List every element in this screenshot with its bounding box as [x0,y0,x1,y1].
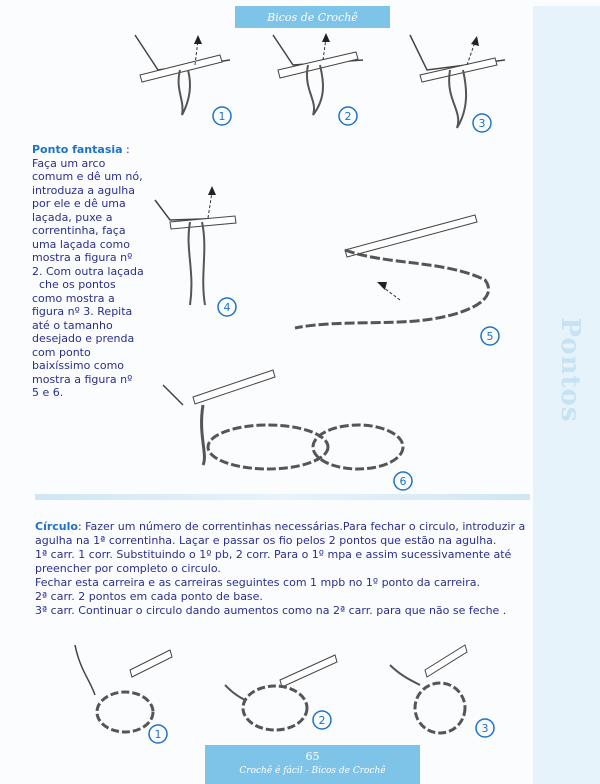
circulo-lines [35,548,527,618]
figure-2-illustration [268,30,368,130]
ponto-fantasia-line: che os pontos [32,278,116,291]
circulo-text [35,520,527,618]
ponto-fantasia-line: com ponto [32,345,91,359]
ponto-fantasia-line: até o tamanho [32,318,113,332]
ponto-fantasia-line: introduza a agulha [32,183,136,197]
circle-figure-1-illustration [70,640,180,750]
circulo-intro: : Fazer um número de correntinhas necessárias.Para fechar o circulo, introduzir a agulha na 1ª correntinha. Laçar e passar os fio pelos 2 pontos que estão na agulha. [35,520,526,547]
circulo-line: 1ª carr. 1 corr. Substituindo o 1º pb, 2 corr. Para o 1º mpa e assim sucessivamente até preencher por completo o circulo. [35,548,512,575]
ponto-fantasia-line: baixíssimo como [32,359,125,372]
fig-top-num-3: 3 [478,117,486,130]
ponto-fantasia-line: correntinha, faça [32,224,126,237]
ponto-fantasia-line: 5 e 6. [32,386,64,399]
circulo-line: 2ª carr. 2 pontos em cada ponto de base. [35,590,263,603]
side-label: Pontos [555,317,585,423]
ponto-fantasia-line: mostra a figura nº [32,251,133,264]
fig-top-num-5: 5 [486,330,494,343]
ponto-fantasia-line: por ele e dê uma [32,197,126,210]
ponto-fantasia-line: desejado e prenda [32,332,135,345]
ponto-fantasia-line: 2. Com outra laçada [32,264,144,278]
fig-bottom-num-3: 3 [481,722,489,735]
figure-3-illustration [405,30,510,135]
fig-bottom-num-2: 2 [318,714,326,727]
circulo-line: Fechar esta carreira e as carreiras seguintes com 1 mpb no 1º ponto da carreira. [35,576,481,589]
ponto-fantasia-title: Ponto fantasia [32,143,123,156]
page-number: 65 [305,750,320,763]
ponto-fantasia-line: comum e dê um nó, [32,170,143,183]
fig-top-num-4: 4 [223,301,231,314]
fig-bottom-num-1: 1 [154,728,162,741]
figure-6-illustration [158,365,418,495]
ponto-fantasia-line: Faça um arco [32,156,106,170]
fig-top-num-2: 2 [344,110,352,123]
ponto-fantasia-title-suffix: : [122,143,130,156]
ponto-fantasia-line: mostra a figura nº [32,372,133,386]
circle-figure-3-illustration [385,640,505,745]
ponto-fantasia-text [32,143,152,400]
header-title: Bicos de Crochê [267,10,358,24]
ponto-fantasia-line: como mostra a [32,291,115,305]
header-tab [235,6,390,28]
fig-top-num-1: 1 [218,110,226,123]
footer-tab [205,745,420,784]
ponto-fantasia-lines [32,157,152,400]
section-divider [35,494,530,500]
ponto-fantasia-line: laçada, puxe a [32,210,113,224]
figure-4-illustration [150,180,250,320]
ponto-fantasia-line: uma laçada como [32,237,130,251]
figure-1-illustration [130,30,240,130]
footer-text: Crochê é fácil - Bicos de Crochê [239,766,386,776]
circle-figure-2-illustration [220,640,340,740]
figure-5-illustration [285,210,505,350]
circulo-title: Círculo [35,520,78,533]
circulo-line: 3ª carr. Continuar o circulo dando aumentos como na 2ª carr. para que não se feche . [35,604,507,617]
fig-top-num-6: 6 [399,475,407,488]
ponto-fantasia-line: figura nº 3. Repita [32,305,133,318]
